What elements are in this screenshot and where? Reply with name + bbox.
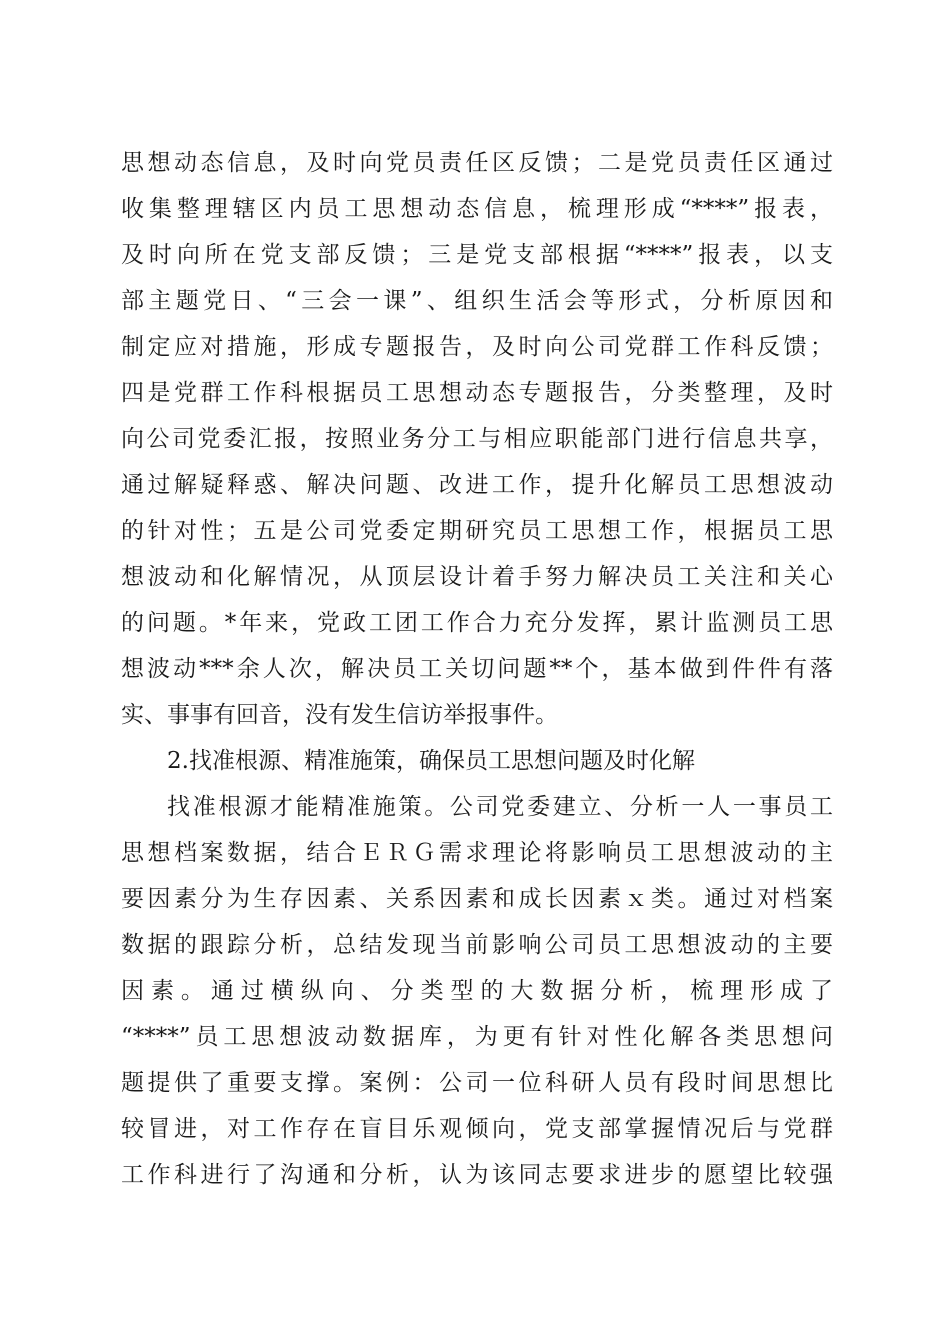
paragraph-1 bbox=[121, 140, 833, 738]
text-line: 想波动***余人次，解决员工关切问题**个，基本做到件件有落 bbox=[121, 656, 833, 682]
text-line: 及时向所在党支部反馈；三是党支部根据“****”报表，以支 bbox=[121, 242, 833, 268]
text-line: 制定应对措施，形成专题报告，及时向公司党群工作科反馈； bbox=[121, 334, 833, 360]
text-line: 题提供了重要支撑。案例：公司一位科研人员有段时间思想比 bbox=[121, 1070, 833, 1096]
paragraph-2 bbox=[121, 784, 833, 1198]
text-line: 收集整理辖区内员工思想动态信息，梳理形成“****”报表， bbox=[121, 196, 833, 222]
text-line: “****”员工思想波动数据库，为更有针对性化解各类思想问 bbox=[121, 1024, 833, 1050]
text-line: 向公司党委汇报，按照业务分工与相应职能部门进行信息共享， bbox=[121, 426, 833, 452]
text-line: 找准根源才能精准施策。公司党委建立、分析一人一事员工 bbox=[167, 794, 833, 820]
text-line: 想波动和化解情况，从顶层设计着手努力解决员工关注和关心 bbox=[121, 564, 833, 590]
text-line: 的针对性；五是公司党委定期研究员工思想工作，根据员工思 bbox=[121, 518, 833, 544]
text-line: 数据的跟踪分析，总结发现当前影响公司员工思想波动的主要 bbox=[121, 932, 833, 958]
text-line: 四是党群工作科根据员工思想动态专题报告，分类整理，及时 bbox=[121, 380, 833, 406]
text-line: 的问题。*年来，党政工团工作合力充分发挥，累计监测员工思 bbox=[121, 610, 833, 636]
text-line: 思想动态信息，及时向党员责任区反馈；二是党员责任区通过 bbox=[121, 150, 833, 176]
text-line: 思想档案数据，结合ＥＲＧ需求理论将影响员工思想波动的主 bbox=[121, 840, 833, 866]
text-line: 通过解疑释惑、解决问题、改进工作，提升化解员工思想波动 bbox=[121, 472, 833, 498]
text-line: 工作科进行了沟通和分析，认为该同志要求进步的愿望比较强 bbox=[121, 1162, 833, 1188]
text-line: 较冒进，对工作存在盲目乐观倾向，党支部掌握情况后与党群 bbox=[121, 1116, 833, 1142]
document-body bbox=[121, 140, 833, 1198]
text-line: 要因素分为生存因素、关系因素和成长因素ｘ类。通过对档案 bbox=[121, 886, 833, 912]
text-line: 因素。通过横纵向、分类型的大数据分析，梳理形成了 bbox=[121, 978, 833, 1004]
text-line: 实、事事有回音，没有发生信访举报事件。 bbox=[121, 702, 558, 728]
text-line: 部主题党日、“三会一课”、组织生活会等形式，分析原因和 bbox=[121, 288, 833, 314]
section-heading: 2.找准根源、精准施策，确保员工思想问题及时化解 bbox=[167, 748, 695, 774]
